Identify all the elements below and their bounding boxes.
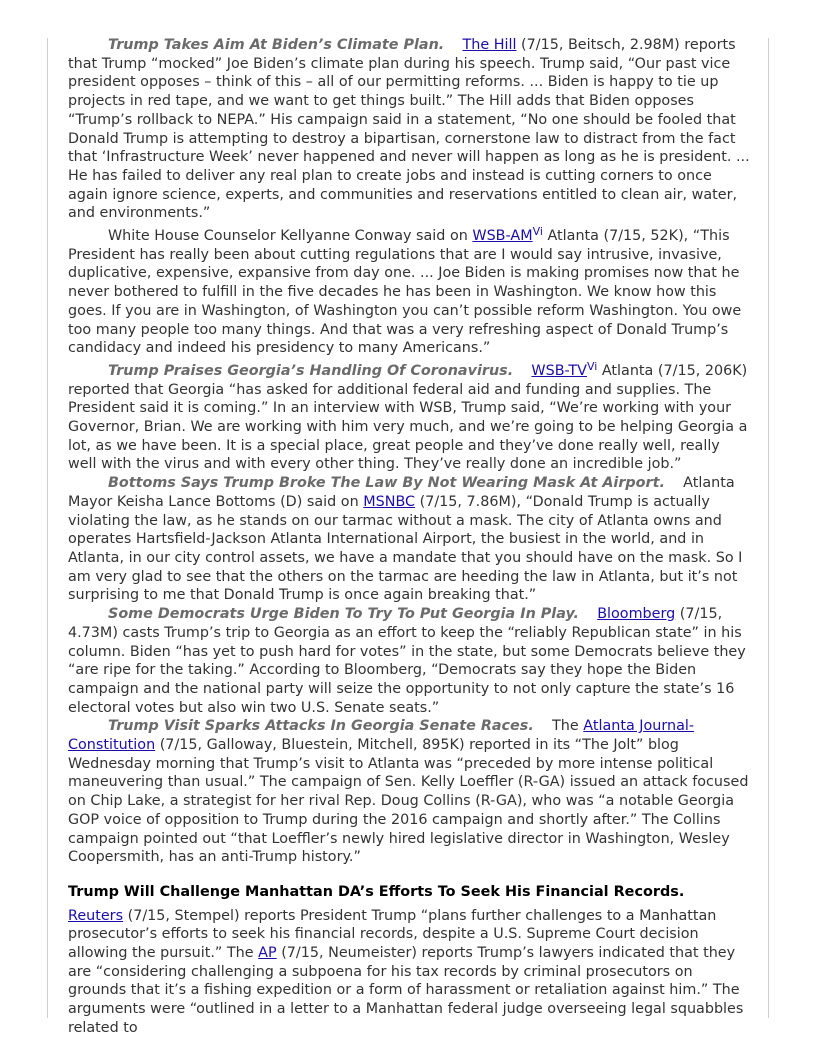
article-lead: Bottoms Says Trump Broke The Law By Not Wearing Mask At Airport.	[108, 475, 665, 492]
article-body: Atlanta (7/15, 52K), “This President has really been about cutting regulations that are I would say intrusive, invasive, duplicative, expensive, expansive from day one. ... Joe Biden is making promises now that he never bothered to fulfill in the five decades he has been in Washington. We know how this goes. If you are in Washington, of Washington you can’t possible reform Washington. You owe too many people too many things. And that was a very refreshing aspect of Donald Trump’s candidacy and indeed his presidency to many Americans.”	[68, 228, 742, 357]
article-bottoms-mask	[68, 474, 752, 605]
article-georgia-coronavirus	[68, 358, 752, 474]
article-conway	[68, 223, 752, 358]
left-margin-rule	[47, 38, 48, 1018]
article-lead: Some Democrats Urge Biden To Try To Put Georgia In Play.	[108, 606, 579, 623]
article-financial-records	[68, 907, 752, 1038]
article-body: The	[552, 718, 584, 735]
article-lead: Trump Takes Aim At Biden’s Climate Plan.	[108, 37, 445, 53]
source-link-ap[interactable]: AP	[258, 945, 277, 962]
right-margin-rule	[768, 38, 769, 1018]
article-body: (7/15, Galloway, Bluestein, Mitchell, 895K) reported in its “The Jolt” blog Wednesday morning that Trump’s visit to Atlanta was “preceded by more intense political maneuvering than usual.” The campaign of Sen. Kelly Loeffler (R-GA) issued an attack focused on Chip Lake, a strategist for her rival Rep. Doug Collins (R-GA), who was “a notable Georgia GOP voice of opposition to Trump during the 2016 campaign and shortly after.” The Collins campaign pointed out “that Loeffler’s newly hired legislative director in Washington, Wesley Coopersmith, has an anti-Trump history.”	[68, 737, 749, 866]
source-link-the-hill[interactable]: The Hill	[462, 37, 517, 53]
article-body: Atlanta (7/15, 206K) reported that Georgia “has asked for additional federal aid and funding and supplies. The President said it is coming.” In an interview with WSB, Trump said, “We’re working with your Governor, Brian. We are working with him very much, and we’re going to be helping Georgia a lot, as we have been. It is a special place, great people and they’ve done really well, really well with the virus and with every other thing. They’ve really done an incredible job.”	[68, 362, 748, 473]
source-link-reuters[interactable]: Reuters	[68, 907, 124, 924]
article-climate-plan	[68, 36, 752, 223]
source-link-ajc[interactable]: Atlanta Journal-Constitution	[68, 718, 695, 754]
source-link-wsb-tv[interactable]: WSB-TV	[531, 362, 587, 379]
news-page	[68, 36, 752, 1038]
video-icon-link[interactable]: Vi	[586, 359, 598, 373]
article-body: (7/15, Stempel) reports President Trump “plans further challenges to a Manhattan prosecutor’s efforts to seek his financial records, despite a U.S. Supreme Court decision allowing the pursuit.” The	[68, 907, 717, 962]
article-body: (7/15, 4.73M) casts Trump’s trip to Georgia as an effort to keep the “reliably Republican state” in his column. Biden “has yet to push hard for votes” in the state, but some Democrats believe they “are ripe for the taking.” According to Bloomberg, “Democrats say they hope the Biden campaign and the national party will seize the opportunity to not only capture the state’s 16 electoral votes but also win two U.S. Senate seats.”	[68, 606, 746, 716]
article-body: (7/15, Beitsch, 2.98M) reports that Trump “mocked” Joe Biden’s climate plan during his speech. Trump said, “Our past vice president opposes – think of this – all of our permitting reforms. ... Biden is happy to tie up projects in red tape, and we want to get things built.” The Hill adds that Biden opposes “Trump’s rollback to NEPA.” His campaign said in a statement, “No one should be fooled that Donald Trump is attempting to destroy a bipartisan, cornerstone law to distract from the fact that ‘Infrastructure Week’ never happened and never will happen as long as he is president. ... He has failed to deliver any real plan to create jobs and instead is cutting corners to once again ignore science, experts, and communities and reservations entitled to clean air, water, and environments.”	[68, 37, 750, 222]
source-link-wsb-am[interactable]: WSB-AM	[472, 228, 533, 245]
article-senate-races	[68, 717, 752, 867]
article-body: (7/15, 7.86M), “Donald Trump is actually violating the law, as he stands on our tarmac without a mask. The city of Atlanta owns and operates Hartsfield-Jackson Atlanta International Airport, the busiest in the world, and in Atlanta, in our city control assets, we have a mandate that you should have on the mask. So I am very glad to see that the others on the tarmac are heeding the law in Atlanta, but it’s not surprising to me that Donald Trump is once again breaking that.”	[68, 493, 743, 604]
video-icon-link[interactable]: Vi	[532, 225, 543, 239]
article-body: White House Counselor Kellyanne Conway said on	[108, 228, 473, 245]
article-lead: Trump Praises Georgia’s Handling Of Coronavirus.	[108, 362, 514, 379]
article-lead: Trump Visit Sparks Attacks In Georgia Senate Races.	[108, 718, 534, 735]
source-link-bloomberg[interactable]: Bloomberg	[597, 606, 676, 623]
article-democrats-georgia	[68, 605, 752, 717]
article-body: (7/15, Neumeister) reports Trump’s lawyers indicated that they are “considering challenging a subpoena for his tax records by criminal prosecutors on grounds that it’s a fishing expedition or a form of harassment or retaliation against him.” The arguments were “outlined in a letter to a Manhattan federal judge overseeing legal squabbles related to	[68, 945, 744, 1036]
source-link-msnbc[interactable]: MSNBC	[363, 493, 416, 510]
article-body: Atlanta Mayor Keisha Lance Bottoms (D) said on	[68, 475, 735, 510]
section-headline: Trump Will Challenge Manhattan DA’s Efforts To Seek His Financial Records.	[68, 883, 685, 900]
